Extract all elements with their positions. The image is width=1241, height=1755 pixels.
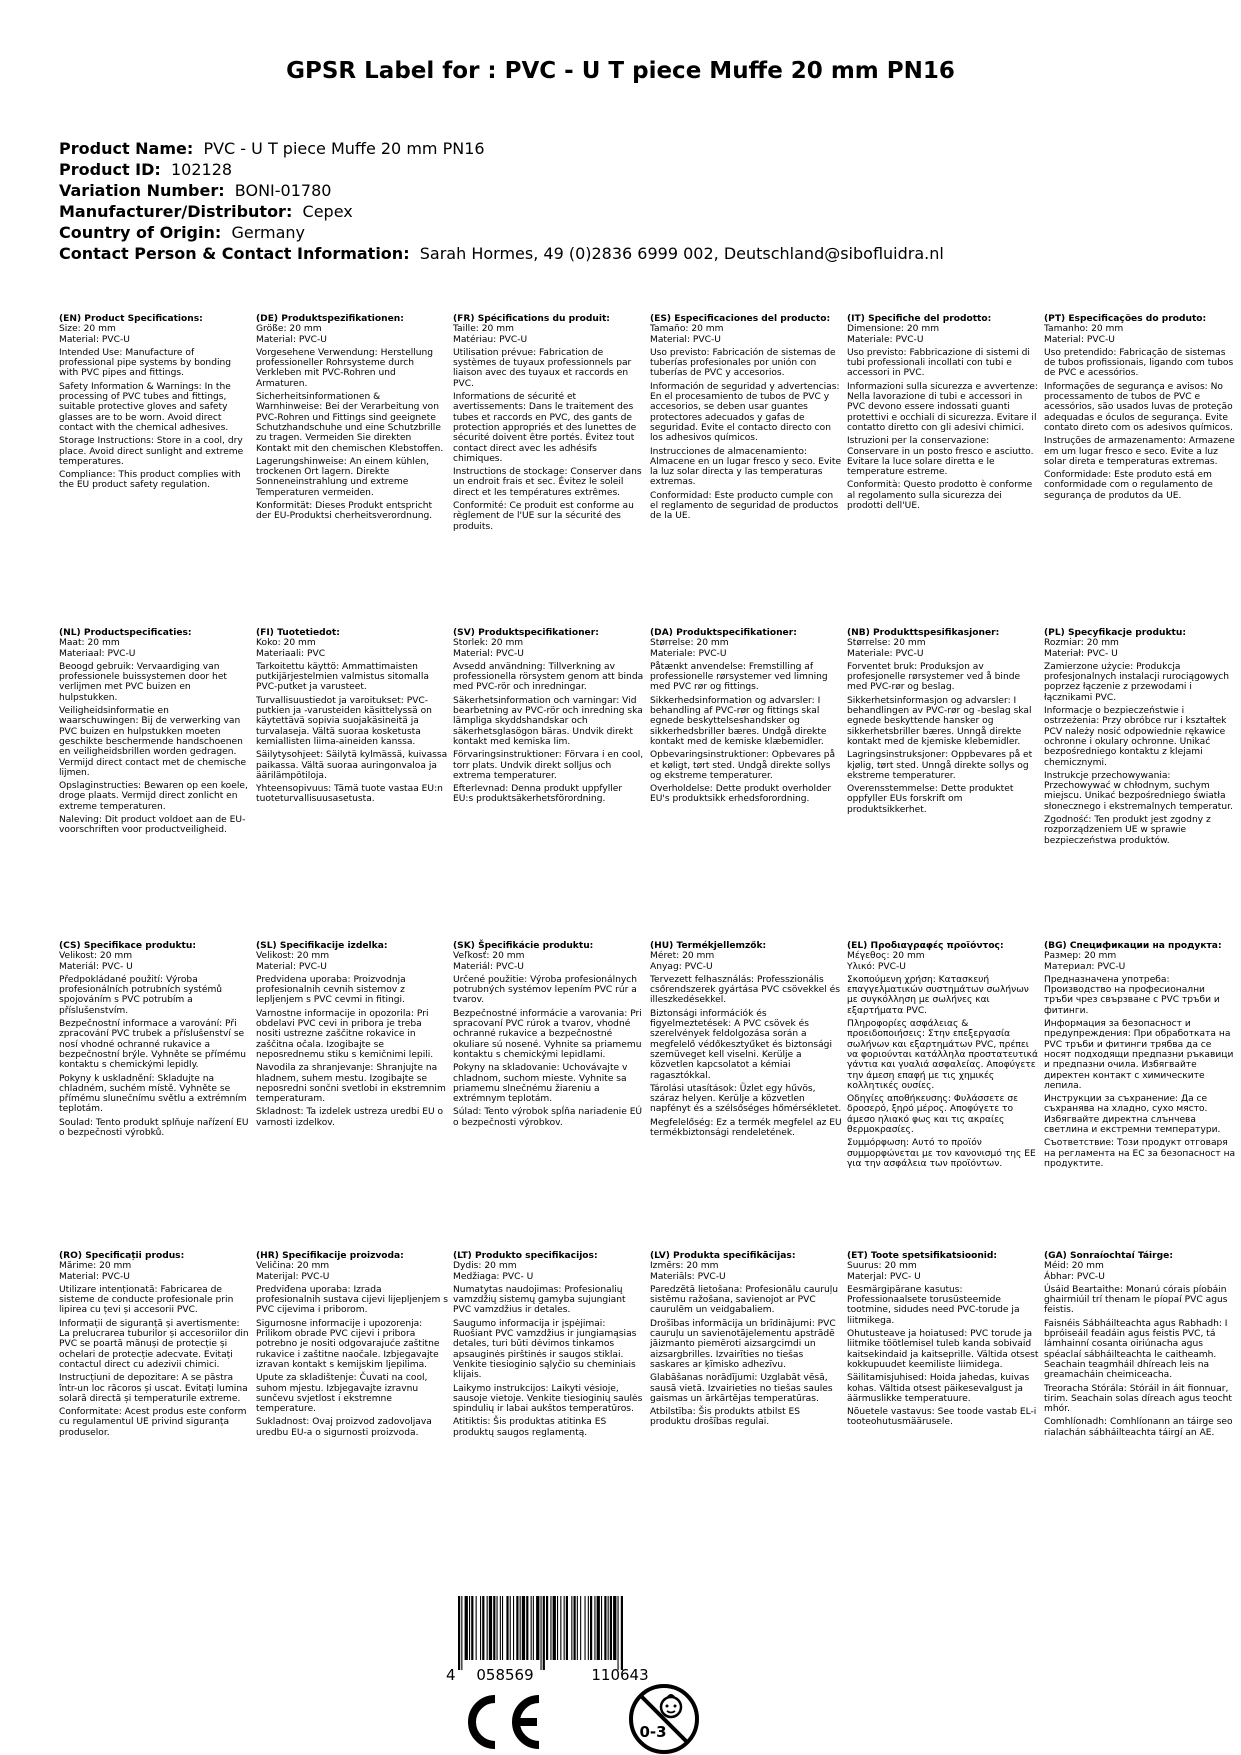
barcode-bar	[604, 1596, 606, 1660]
spec-paragraph: Safety Information & Warnings: In the processing of PVC tubes and fittings, suitable protective gloves and safety glasses are to be worn. Avoid direct contact with the chemical adhesives.	[59, 381, 231, 433]
spec-paragraph: Instruções de armazenamento: Armazene em um lugar fresco e seco. Evite a luz solar direta e temperaturas extremas.	[1044, 436, 1235, 467]
spec-line: Υλικό: PVC-U	[847, 961, 906, 972]
info-label: Product Name:	[59, 139, 194, 158]
spec-line: Material: PVC-U	[650, 334, 721, 345]
spec-paragraph: Úsáid Beartaithe: Monarú córais píobáin ghairmiúil trí thenam le píopaí PVC agus feistis.	[1044, 1284, 1228, 1316]
spec-paragraph: Instructions de stockage: Conserver dans un endroit frais et sec. Évitez le soleil direct et les températures extrêmes.	[453, 467, 642, 498]
language-heading: (PT) Especificações do produto:	[1044, 314, 1207, 324]
barcode-bar	[610, 1596, 612, 1660]
spec-paragraph: Bezpečnostní informace a varování: Při zpracování PVC trubek a příslušenství se nosí vhodné ochranné rukavice a bezpečnostní brýle. Vyhněte se přímému kontaktu s chemickými lepidly.	[59, 1019, 246, 1071]
spec-line: Suurus: 20 mm	[847, 1261, 917, 1272]
language-heading: (ET) Toote spetsifikatsioonid:	[847, 1251, 998, 1261]
spec-paragraph: Varnostne informacije in opozorila: Pri obdelavi PVC cevi in pribora je treba nositi ustrezne zaščitne rokavice in zaščitna očala. Izogibajte se neposrednemu stiku s kemičnimi lepili.	[256, 1008, 434, 1060]
spec-paragraph: Comhlíonadh: Comhlíonann an táirge seo rialachán sábháilteachta táirgí an AE.	[1044, 1417, 1233, 1438]
spec-paragraph: Glabāšanas norādījumi: Uzglabāt vēsā, sausā vietā. Izvairieties no tiešas saules gaismas un ārkārtējas temperatūras.	[650, 1373, 833, 1404]
spec-paragraph: Veiligheidsinformatie en waarschuwingen: Bij de verwerking van PVC buizen en hulpstukken moeten geschikte beschermende handschoenen en veiligheidsbrillen worden gedragen. Vermijd direct contact met de chemische lijmen.	[59, 706, 247, 778]
spec-line: Dydis: 20 mm	[453, 1261, 517, 1272]
barcode-bar	[574, 1596, 576, 1660]
barcode-group-right: 110643	[591, 1666, 649, 1684]
language-block	[847, 314, 1039, 514]
spec-line: Tamanho: 20 mm	[1044, 324, 1124, 335]
barcode-bar	[531, 1596, 532, 1660]
spec-paragraph: Drošības informācija un brīdinājumi: PVC cauruļu un savienotājelementu apstrādē jāizmanto piemēroti aizsargcimdi un aizsargbrilles. Izvairīties no tiešas saskares ar ķīmisko adhezīvu.	[650, 1318, 836, 1370]
language-block	[453, 941, 645, 1131]
spec-paragraph: Uso previsto: Fabricación de sistemas de tuberías profesionales por unión con tuberías de PVC y accesorios.	[650, 347, 836, 379]
language-block	[59, 1251, 251, 1441]
spec-paragraph: Информация за безопасност и предупреждения: При обработката на PVC тръби и фитинги трябва да се носят подходящи предпазни ръкавици и предпазни очила. Избягвайте директен контакт с химическите лепила.	[1044, 1019, 1234, 1091]
spec-line: Izmērs: 20 mm	[650, 1261, 719, 1272]
spec-line: Tamaño: 20 mm	[650, 324, 724, 335]
spec-line: Méid: 20 mm	[1044, 1261, 1104, 1272]
spec-paragraph: Eesmärgipärane kasutus: Professionaalsete torusüsteemide tootmine, sidudes need PVC-torude ja liitmikega.	[847, 1284, 1020, 1326]
language-heading: (BG) Спецификации на продукта:	[1044, 941, 1222, 951]
spec-paragraph: Overensstemmelse: Dette produktet oppfyller EUs forskrift om produktsikkerhet.	[847, 784, 1014, 815]
barcode-bar	[550, 1596, 551, 1660]
spec-line: Maat: 20 mm	[59, 638, 120, 649]
spec-paragraph: Συμμόρφωση: Αυτό το προϊόν συμμορφώνεται με τον κανονισμό της ΕΕ για την ασφάλεια των προϊόντων.	[847, 1138, 1036, 1169]
barcode-bar	[461, 1596, 462, 1670]
barcode-bar	[594, 1596, 595, 1660]
language-block	[59, 314, 251, 494]
barcode-bar	[487, 1596, 488, 1660]
language-block	[256, 1251, 448, 1441]
spec-paragraph: Navodila za shranjevanje: Shranjujte na hladnem, suhem mestu. Izogibajte se neposredni sončni svetlobi in ekstremnim temperaturam.	[256, 1063, 446, 1105]
language-heading: (GA) Sonraíochtaí Táirge:	[1044, 1251, 1173, 1261]
spec-paragraph: Turvallisuustiedot ja varoitukset: PVC-putkien ja -varusteiden käsittelyssä on käytettävä sopivia suojakäsineitä ja turvalaseja. Vältä suoraa kosketusta kemiallisten liima-aineiden kanssa.	[256, 695, 432, 747]
spec-line: Veľkosť: 20 mm	[453, 951, 525, 962]
info-value: PVC - U T piece Muffe 20 mm PN16	[203, 139, 485, 158]
language-block	[453, 1251, 645, 1441]
spec-paragraph: Uso previsto: Fabbricazione di sistemi di tubi professionali incollati con tubi e accessori in PVC.	[847, 347, 1030, 379]
barcode-bar	[493, 1596, 495, 1660]
spec-line: Size: 20 mm	[59, 324, 116, 335]
spec-line: Material: PVC-U	[59, 1271, 130, 1282]
language-block	[256, 941, 448, 1131]
spec-paragraph: Informații de siguranță și avertismente: La prelucrarea tuburilor și accesoriilor din PVC se poartă mănuși de protecție și ochelari de protecție adecvate. Evitați contactul direct cu adezivii chimici.	[59, 1318, 249, 1370]
spec-paragraph: Efterlevnad: Denna produkt uppfyller EU:s produktsäkerhetsförordning.	[453, 784, 623, 805]
spec-paragraph: Säkerhetsinformation och varningar: Vid bearbetning av PVC-rör och inredning ska lämpliga skyddshandskar och säkerhetsglasögon bäras. Undvik direkt kontakt med kemiska lim.	[453, 695, 643, 747]
spec-paragraph: Opbevaringsinstruktioner: Opbevares på et køligt, tørt sted. Undgå direkte sollys og ekstreme temperaturer.	[650, 750, 836, 781]
spec-paragraph: Skladnost: Ta izdelek ustreza uredbi EU o varnosti izdelkov.	[256, 1107, 444, 1128]
spec-paragraph: Conformité: Ce produit est conforme au règlement de l'UE sur la sécurité des produits.	[453, 501, 634, 532]
spec-paragraph: Informacje o bezpieczeństwie i ostrzeżenia: Przy obróbce rur i kształtek PCV należy nosić odpowiednie rękawice ochronne i okulary ochronne. Unikać bezpośredniego kontaktu z klejami chemicznymi.	[1044, 706, 1227, 768]
spec-paragraph: Vorgesehene Verwendung: Herstellung professioneller Rohrsysteme durch Verkleben mit PVC-Rohren und Armaturen.	[256, 347, 434, 389]
language-heading: (DE) Produktspezifikationen:	[256, 314, 404, 324]
spec-line: Velikost: 20 mm	[256, 951, 330, 962]
language-block	[847, 941, 1039, 1172]
spec-line: Material: PVC-U	[453, 648, 524, 659]
spec-paragraph: Utilizare intenționată: Fabricarea de sisteme de conducte profesionale prin lipirea cu țevi și accesorii PVC.	[59, 1284, 234, 1316]
barcode-bar	[588, 1596, 589, 1660]
barcode-bar	[520, 1596, 521, 1660]
language-heading: (NB) Produkttspesifikasjoner:	[847, 628, 1000, 638]
spec-line: Koko: 20 mm	[256, 638, 316, 649]
spec-paragraph: Οδηγίες αποθήκευσης: Φυλάσσετε σε δροσερό, ξηρό μέρος. Αποφύγετε το άμεσο ηλιακό φως και τις ακραίες θερμοκρασίες.	[847, 1094, 1019, 1136]
language-block	[453, 314, 645, 535]
spec-paragraph: Yhteensopivuus: Tämä tuote vastaa EU:n tuoteturvallisuusasetusta.	[256, 784, 443, 805]
spec-line: Materiale: PVC-U	[650, 648, 727, 659]
language-heading: (DA) Produktspecifikationer:	[650, 628, 797, 638]
spec-paragraph: Información de seguridad y advertencias: En el procesamiento de tubos de PVC y accesorios, se deben usar guantes protectores adecuados y gafas de seguridad. Evite el contacto directo con los adhesivos químicos.	[650, 381, 840, 444]
barcode-bar	[564, 1596, 565, 1660]
spec-line: Materiaali: PVC	[256, 648, 326, 659]
language-heading: (HR) Specifikacije proizvoda:	[256, 1251, 404, 1261]
spec-paragraph: Megfelelőség: Ez a termék megfelel az EU termékbiztonsági rendeletének.	[650, 1117, 842, 1139]
spec-paragraph: Beoogd gebruik: Vervaardiging van professionele buissystemen door het verlijmen met PVC buizen en hulpstukken.	[59, 661, 227, 703]
contact-row	[59, 243, 944, 264]
barcode-bar	[502, 1596, 503, 1660]
spec-line: Medžiaga: PVC- U	[453, 1271, 534, 1282]
spec-line: Mărime: 20 mm	[59, 1261, 132, 1272]
barcode-bar	[597, 1596, 600, 1660]
info-value: BONI-01780	[234, 181, 332, 200]
language-block	[650, 314, 842, 525]
spec-paragraph: Předpokládané použití: Výroba profesionálních potrubních systémů spojováním s PVC potrubím a příslušenstvím.	[59, 974, 223, 1016]
barcode-bar	[577, 1596, 578, 1660]
spec-paragraph: Treoracha Stórála: Stóráil in áit fionnuar, tirim. Seachain solas díreach agus teocht mhór.	[1044, 1383, 1232, 1415]
manufacturer-row	[59, 201, 944, 222]
spec-line: Materjal: PVC- U	[847, 1271, 921, 1282]
barcode-bar	[465, 1596, 468, 1660]
spec-line: Størrelse: 20 mm	[847, 638, 926, 649]
spec-paragraph: Säilytysohjeet: Säilytä kylmässä, kuivassa paikassa. Vältä suoraa auringonvaloa ja äärilämpötiloja.	[256, 750, 448, 781]
spec-line: Размер: 20 mm	[1044, 951, 1117, 962]
spec-paragraph: Forventet bruk: Produksjon av profesjonelle rørsystemer ved å binde med PVC-rør og beslag.	[847, 661, 1021, 693]
spec-line: Material: PVC-U	[256, 334, 327, 345]
barcode-bar	[557, 1596, 558, 1660]
info-value: Cepex	[302, 202, 353, 221]
language-heading: (LV) Produkta specifikācijas:	[650, 1251, 796, 1261]
spec-line: Material: PVC-U	[59, 334, 130, 345]
no-children-under-3-icon	[628, 1683, 700, 1755]
language-block	[256, 314, 448, 525]
language-heading: (FI) Tuotetiedot:	[256, 628, 340, 638]
info-label: Product ID:	[59, 160, 161, 179]
spec-line: Taille: 20 mm	[453, 324, 514, 335]
barcode-bar	[543, 1596, 545, 1670]
barcode-bar	[480, 1596, 481, 1660]
spec-line: Materiale: PVC-U	[847, 334, 924, 345]
info-label: Contact Person & Contact Information:	[59, 244, 410, 263]
barcode-bar	[541, 1596, 542, 1670]
spec-paragraph: Predviđena uporaba: Izrada profesionalnih sustava cijevi lijepljenjem s PVC cijevima i priborom.	[256, 1284, 448, 1316]
barcode-bar	[546, 1596, 548, 1660]
barcode-bar	[471, 1596, 473, 1660]
country-of-origin-row	[59, 222, 944, 243]
barcode-bar	[469, 1596, 470, 1660]
language-heading: (EL) Προδιαγραφές προϊόντος:	[847, 941, 1004, 951]
language-block	[1044, 1251, 1236, 1441]
barcode-bar	[489, 1596, 492, 1660]
barcode-bar	[608, 1596, 609, 1660]
spec-paragraph: Sicherheitsinformationen & Warnhinweise: Bei der Verarbeitung von PVC-Rohren und Fittings sind geeignete Schutzhandschuhe und eine Schutzbrille zu tragen. Vermeiden Sie direkten Kontakt mit den chemischen Klebstoffen.	[256, 392, 444, 454]
barcode-bar	[621, 1596, 623, 1670]
product-name-row	[59, 138, 944, 159]
language-heading: (NL) Productspecificaties:	[59, 628, 192, 638]
barcode-bar	[553, 1596, 556, 1660]
spec-paragraph: Pokyny k uskladnění: Skladujte na chladném, suchém místě. Vyhněte se přímému slunečnímu světlu a extrémním teplotám.	[59, 1073, 247, 1115]
spec-paragraph: Istruzioni per la conservazione: Conservare in un posto fresco e asciutto. Evitare la luce solare diretta e le temperature estreme.	[847, 436, 1034, 478]
language-block	[650, 628, 842, 808]
info-label: Variation Number:	[59, 181, 225, 200]
barcode-bar	[571, 1596, 572, 1660]
spec-paragraph: Saugumo informacija ir įspėjimai: Ruošiant PVC vamzdžius ir jungiamąsias detales, turi būti dėvimos tinkamos apsauginės pirštinės ir saugos stiklai. Venkite tiesioginio sąlyčio su cheminiais klijais.	[453, 1318, 637, 1381]
spec-paragraph: Konformität: Dieses Produkt entspricht der EU-Produktsi cherheitsverordnung.	[256, 501, 433, 522]
barcode-bar	[497, 1596, 498, 1660]
language-heading: (RO) Specificații produs:	[59, 1251, 185, 1261]
spec-paragraph: Ohutusteave ja hoiatused: PVC torude ja liitmike töötlemisel tuleb kanda sobivaid kaitsekindaid ja kaitseprille. Vältida otsest kokkupuudet keemiliste liimidega.	[847, 1329, 1039, 1370]
spec-line: Material: PVC-U	[1044, 334, 1115, 345]
barcode-bar	[580, 1596, 581, 1660]
barcode-bar	[482, 1596, 484, 1660]
info-value: Germany	[231, 223, 305, 242]
spec-paragraph: Utilisation prévue: Fabrication de systèmes de tuyaux professionnels par liaison avec des tuyaux et raccords en PVC.	[453, 347, 632, 389]
language-block	[453, 628, 645, 808]
spec-line: Materiál: PVC- U	[59, 961, 133, 972]
spec-paragraph: Intended Use: Manufacture of professional pipe systems by bonding with PVC pipes and fittings.	[59, 347, 232, 379]
spec-paragraph: Uso pretendido: Fabricação de sistemas de tubos profissionais, ligando com tubos de PVC e acessórios.	[1044, 347, 1234, 379]
spec-paragraph: Avsedd användning: Tillverkning av professionella rörsystem genom att binda med PVC-rör och inredningar.	[453, 661, 644, 693]
spec-line: Material: PVC-U	[256, 961, 327, 972]
language-heading: (SV) Produktspecifikationer:	[453, 628, 599, 638]
spec-paragraph: Paredzētā lietošana: Profesionālu cauruļu sistēmu ražošana, savienojot ar PVC caurulēm un veidgabaliem.	[650, 1284, 839, 1316]
ce-mark	[457, 1693, 543, 1751]
language-block	[650, 941, 842, 1141]
spec-line: Ábhar: PVC-U	[1044, 1271, 1105, 1282]
spec-line: Størrelse: 20 mm	[650, 638, 729, 649]
product-id-row	[59, 159, 944, 180]
spec-paragraph: Určené použitie: Výroba profesionálnych potrubných systémov lepením PVC rúr a tvarov.	[453, 974, 638, 1006]
spec-paragraph: Påtænkt anvendelse: Fremstilling af professionelle rørsystemer ved limning med PVC rør og fittings.	[650, 661, 828, 693]
barcode-bar	[516, 1596, 518, 1660]
spec-line: Velikost: 20 mm	[59, 951, 133, 962]
spec-paragraph: Upute za skladištenje: Čuvati na cool, suhom mjestu. Izbjegavajte izravnu sunčevu svjetlost i ekstremne temperature.	[256, 1373, 428, 1415]
language-block	[847, 1251, 1039, 1431]
spec-paragraph: Conformitate: Acest produs este conform cu regulamentul UE privind siguranța produselor.	[59, 1407, 247, 1438]
barcode-bar	[522, 1596, 525, 1660]
spec-paragraph: Súlad: Tento výrobok spĺňa nariadenie EÚ o bezpečnosti výrobkov.	[453, 1107, 643, 1128]
language-heading: (SK) Špecifikácie produktu:	[453, 941, 594, 951]
info-value: 102128	[170, 160, 233, 179]
spec-paragraph: Conformidade: Este produto está em conformidade com o regulamento de segurança de produtos da UE.	[1044, 470, 1213, 501]
spec-paragraph: Säilitamisjuhised: Hoida jahedas, kuivas kohas. Vältida otsest päikesevalgust ja äärmuslikke temperatuure.	[847, 1373, 1030, 1404]
spec-paragraph: Predvidena uporaba: Proizvodnja profesionalnih cevnih sistemov z lepljenjem s PVC cevmi in fitingi.	[256, 974, 406, 1006]
barcode-digit-first: 4	[446, 1666, 456, 1684]
spec-paragraph: Nõuetele vastavus: See toode vastab EL-i tooteohutusmäärusele.	[847, 1407, 1037, 1428]
spec-paragraph: Zgodność: Ten produkt jest zgodny z rozporządzeniem UE w sprawie bezpieczeństwa produktów.	[1044, 815, 1211, 846]
spec-paragraph: Bezpečnostné informácie a varovania: Pri spracovaní PVC rúrok a tvarov, vhodné ochranné rukavice a bezpečnostné okuliare sú nosené. Vyhnite sa priamemu kontaktu s chemickými lepidlami.	[453, 1008, 642, 1060]
spec-paragraph: Предназначена употреба: Производство на професионални тръби чрез свързване с PVC тръби и фитинги.	[1044, 974, 1220, 1016]
language-heading: (ES) Especificaciones del producto:	[650, 314, 831, 324]
spec-paragraph: Conformidad: Este producto cumple con el reglamento de seguridad de productos de la UE.	[650, 490, 839, 522]
spec-paragraph: Compliance: This product complies with the EU product safety regulation.	[59, 470, 241, 491]
spec-line: Storlek: 20 mm	[453, 638, 524, 649]
spec-paragraph: Förvaringsinstruktioner: Förvara i en cool, torr plats. Undvik direkt solljus och extrema temperaturer.	[453, 750, 644, 781]
info-value: Sarah Hormes, 49 (0)2836 6999 002, Deutschland@sibofluidra.nl	[419, 244, 944, 263]
language-heading: (HU) Termékjellemzők:	[650, 941, 767, 951]
spec-paragraph: Instrukcje przechowywania: Przechowywać w chłodnym, suchym miejscu. Unikać bezpośredniego światła słonecznego i ekstremalnych temperatur.	[1044, 770, 1233, 812]
spec-paragraph: Sikkerhetsinformasjon og advarsler: I behandlingen av PVC-rør og -beslag skal egnede beskyttende hansker og sikkerhetsbriller bæres. Unngå direkte kontakt med de kjemiske klebemidler.	[847, 695, 1032, 747]
language-block	[847, 628, 1039, 818]
language-block	[1044, 628, 1236, 849]
barcode-bar	[536, 1596, 539, 1660]
language-block	[1044, 314, 1236, 504]
barcode-bar	[560, 1596, 561, 1660]
spec-paragraph: Laikymo instrukcijos: Laikyti vėsioje, sausoje vietoje. Venkite tiesioginių saulės spindulių ir labai aukštos temperatūros.	[453, 1383, 643, 1415]
spec-line: Dimensione: 20 mm	[847, 324, 940, 335]
language-block	[1044, 941, 1236, 1172]
spec-line: Méret: 20 mm	[650, 951, 715, 962]
spec-paragraph: Tervezett felhasználás: Professzionális csőrendszerek gyártása PVC csövekkel és illeszkedésekkel.	[650, 974, 840, 1006]
spec-paragraph: Instrucțiuni de depozitare: A se păstra într-un loc răcoros și uscat. Evitați lumina solară directă și temperaturile extreme.	[59, 1373, 248, 1404]
spec-line: Μέγεθος: 20 mm	[847, 951, 925, 962]
spec-line: Materiaal: PVC-U	[59, 648, 136, 659]
spec-line: Materiał: PVC- U	[1044, 648, 1118, 659]
language-heading: (IT) Specifiche del prodotto:	[847, 314, 992, 324]
language-heading: (EN) Product Specifications:	[59, 314, 203, 324]
language-heading: (SL) Specifikacije izdelka:	[256, 941, 388, 951]
barcode-bar	[500, 1596, 501, 1660]
barcode-bar	[566, 1596, 568, 1660]
barcode-bar	[526, 1596, 528, 1660]
spec-paragraph: Informations de sécurité et avertissements: Dans le traitement des tubes et raccords en PVC, des gants de protection appropriés et des lunettes de sécurité doivent être portés. Évitez tout contact direct avec les adhésifs chimiques.	[453, 392, 637, 464]
barcode-bar	[513, 1596, 514, 1660]
language-heading: (CS) Specifikace produktu:	[59, 941, 196, 951]
language-block	[59, 628, 251, 839]
info-label: Manufacturer/Distributor:	[59, 202, 293, 221]
spec-paragraph: Soulad: Tento produkt splňuje nařízení EU o bezpečnosti výrobků.	[59, 1117, 249, 1139]
barcode-bar	[618, 1596, 619, 1670]
spec-paragraph: Faisnéis Sábháilteachta agus Rabhadh: I bpróiseáil feadáin agus feistis PVC, tá lámhainní cosanta oiriúnacha agus spéaclaí sábháilteachta le caitheamh. Seachain teagmháil dhíreach leis na greamacháin cheimiceacha.	[1044, 1318, 1228, 1381]
spec-paragraph: Zamierzone użycie: Produkcja profesjonalnych instalacji rurociągowych poprzez łączenie z przewodami i łącznikami PVC.	[1044, 661, 1229, 703]
spec-line: Matériau: PVC-U	[453, 334, 528, 345]
spec-paragraph: Σκοπούμενη χρήση: Κατασκευή επαγγελματικών συστημάτων σωλήνων με συγκόλληση με σωλήνες και εξαρτήματα PVC.	[847, 974, 1029, 1016]
spec-paragraph: Tárolási utasítások: Üzlet egy hűvös, száraz helyen. Kerülje a közvetlen napfényt és a szélsőséges hőmérsékletet.	[650, 1083, 842, 1115]
barcode-bar	[533, 1596, 534, 1660]
barcode-bar	[476, 1596, 477, 1660]
language-heading: (FR) Spécifications du produit:	[453, 314, 610, 324]
language-heading: (PL) Specyfikacje produktu:	[1044, 628, 1186, 638]
spec-paragraph: Atbilstība: Šis produkts atbilst ES produktu drošības regulai.	[650, 1407, 801, 1428]
spec-paragraph: Overholdelse: Dette produkt overholder EU's produktsikk erhedsforordning.	[650, 784, 832, 805]
language-block	[256, 628, 448, 808]
spec-paragraph: Pokyny na skladovanie: Uchovávajte v chladnom, suchom mieste. Vyhnite sa priamemu slnečnému žiareniu a extrémnym teplotám.	[453, 1063, 628, 1105]
barcode	[440, 1596, 710, 1686]
spec-paragraph: Storage Instructions: Store in a cool, dry place. Avoid direct sunlight and extreme temperatures.	[59, 436, 244, 467]
spec-line: Materiāls: PVC-U	[650, 1271, 726, 1282]
spec-line: Veličina: 20 mm	[256, 1261, 330, 1272]
barcode-bar	[510, 1596, 511, 1660]
spec-line: Materiál: PVC-U	[453, 961, 524, 972]
spec-line: Материал: PVC-U	[1044, 961, 1126, 972]
spec-line: Materiale: PVC-U	[847, 648, 924, 659]
spec-paragraph: Informazioni sulla sicurezza e avvertenze: Nella lavorazione di tubi e accessori in PVC devono essere indossati guanti protettivi e occhiali di sicurezza. Evitare il contatto diretto con gli adesivi chimici.	[847, 381, 1038, 433]
barcode-group-left: 058569	[476, 1666, 534, 1684]
language-block	[59, 941, 251, 1141]
variation-number-row	[59, 180, 944, 201]
barcode-bar	[601, 1596, 602, 1660]
spec-paragraph: Инструкции за съхранение: Да се съхранява на хладно, сухо място. Избягвайте директна слънчева светлина и екстремни температури.	[1044, 1094, 1221, 1136]
spec-paragraph: Conformità: Questo prodotto è conforme al regolamento sulla sicurezza dei prodotti dell'UE.	[847, 480, 1033, 512]
spec-line: Rozmiar: 20 mm	[1044, 638, 1119, 649]
language-heading: (LT) Produkto specifikacijos:	[453, 1251, 598, 1261]
age-label: 0-3	[639, 1723, 667, 1741]
spec-line: Anyag: PVC-U	[650, 961, 713, 972]
info-label: Country of Origin:	[59, 223, 222, 242]
product-info	[59, 138, 944, 264]
spec-paragraph: Съответствие: Този продукт отговаря на регламента на ЕС за безопасност на продуктите.	[1044, 1138, 1236, 1169]
spec-paragraph: Lagerungshinweise: An einem kühlen, trockenen Ort lagern. Direkte Sonneneinstrahlung und extreme Temperaturen vermeiden.	[256, 456, 430, 498]
spec-paragraph: Informações de segurança e avisos: No processamento de tubos de PVC e acessórios, são usados luvas de proteção adequadas e óculos de segurança. Evite contato direto com os adesivos químicos.	[1044, 381, 1233, 433]
spec-paragraph: Naleving: Dit product voldoet aan de EU-voorschriften voor productveiligheid.	[59, 815, 246, 836]
spec-line: Größe: 20 mm	[256, 324, 322, 335]
barcode-bar	[613, 1596, 616, 1660]
barcode-bars	[458, 1596, 623, 1670]
barcode-bar	[506, 1596, 508, 1660]
page-title: GPSR Label for : PVC - U T piece Muffe 20 mm PN16	[286, 58, 955, 84]
spec-paragraph: Lagringsinstruksjoner: Oppbevares på et kjølig, tørt sted. Unngå direkte sollys og ekstreme temperaturer.	[847, 750, 1033, 781]
barcode-bar	[585, 1596, 586, 1660]
spec-line: Materijal: PVC-U	[256, 1271, 330, 1282]
spec-paragraph: Atitiktis: Šis produktas atitinka ES produktų saugos reglamentą.	[453, 1417, 607, 1438]
spec-paragraph: Sukladnost: Ovaj proizvod zadovoljava uredbu EU-a o sigurnosti proizvoda.	[256, 1417, 432, 1438]
barcode-bar	[458, 1596, 460, 1670]
barcode-bar	[590, 1596, 592, 1660]
spec-paragraph: Opslaginstructies: Bewaren op een koele, droge plaats. Vermijd direct zonlicht en extreme temperaturen.	[59, 781, 248, 812]
spec-paragraph: Tarkoitettu käyttö: Ammattimaisten putkijärjestelmien valmistus sitomalla PVC-putket ja varusteet.	[256, 661, 429, 693]
spec-paragraph: Sigurnosne informacije i upozorenja: Prilikom obrade PVC cijevi i pribora potrebno je nositi odgovarajuće zaštitne rukavice i zaštitne naočale. Izbjegavajte izravan kontakt s kemijskim ljepilima.	[256, 1318, 440, 1370]
spec-paragraph: Biztonsági információk és figyelmeztetések: A PVC csövek és szerelvények feldolgozása során a megfelelő védőkesztyűket és biztonsági szemüveget kell viselni. Kerülje a közvetlen kapcsolatot a kémiai ragasztókkal.	[650, 1008, 832, 1081]
spec-paragraph: Instrucciones de almacenamiento: Almacene en un lugar fresco y seco. Evite la luz solar directa y las temperaturas extremas.	[650, 446, 842, 488]
language-block	[650, 1251, 842, 1431]
spec-paragraph: Numatytas naudojimas: Profesionalių vamzdžių sistemų gamyba sujungiant PVC vamzdžius ir detales.	[453, 1284, 626, 1316]
spec-paragraph: Πληροφορίες ασφάλειας & προειδοποιήσεις: Στην επεξεργασία σωλήνων και εξαρτημάτων PVC, πρέπει να φοριούνται κατάλληλα προστατευτικά γάντια και γυαλιά ασφαλείας. Αποφύγετε την άμεση επαφή με τις χημικές κολλητικές ουσίες.	[847, 1019, 1038, 1091]
spec-paragraph: Sikkerhedsinformation og advarsler: I behandling af PVC-rør og fittings skal egnede beskyttelseshandsker og sikkerhedsbriller bæres. Undgå direkte kontakt med de kemiske klæbemidler.	[650, 695, 827, 747]
